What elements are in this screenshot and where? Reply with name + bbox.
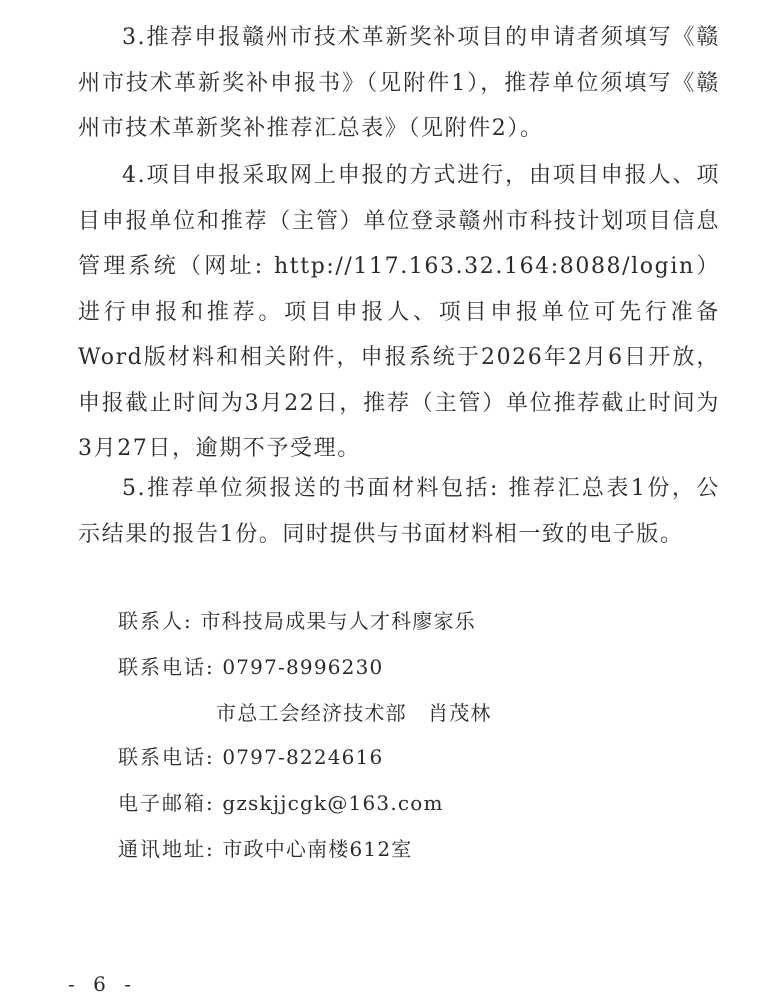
email-label: 电子邮箱: (118, 791, 215, 815)
contact-person-value: 市科技局成果与人才科廖家乐 (200, 609, 476, 633)
phone-value-2: 0797-8224616 (222, 745, 384, 769)
paragraph-item-4: 4.项目申报采取网上申报的方式进行，由项目申报人、项目申报单位和推荐（主管）单位登录赣州市科技计划项目信息管理系统（网址: http://117.163.32.164:8088/login）进行申报和推荐。项目申报人、项目申报单位可先行准备Word版材料和相关附件，申报系统于2026年2月6日开放，申报截止时间为3月22日，推荐（主管）单位推荐截止时间为3月27日，逾期不予受理。 (78, 163, 720, 461)
phone-label-2: 联系电话: (118, 745, 215, 769)
email-line (118, 791, 444, 815)
paragraph-item-5: 5.推荐单位须报送的书面材料包括: 推荐汇总表1份，公示结果的报告1份。同时提供与书面材料相一致的电子版。 (78, 476, 720, 547)
phone-line-1 (118, 655, 383, 679)
second-contact-line: 市总工会经济技术部 肖茂林 (216, 701, 492, 725)
contact-person-label: 联系人: (118, 609, 193, 633)
address-value: 市政中心南楼612室 (222, 837, 413, 861)
phone-label-1: 联系电话: (118, 655, 215, 679)
email-value[interactable]: gzskjjcgk@163.com (222, 791, 444, 815)
contact-person-line (118, 609, 476, 633)
address-line (118, 837, 413, 861)
phone-line-2 (118, 745, 383, 769)
address-label: 通讯地址: (118, 837, 215, 861)
page-number: - 6 - (68, 972, 137, 996)
paragraph-item-3: 3.推荐申报赣州市技术革新奖补项目的申请者须填写《赣州市技术革新奖补申报书》（见附件1），推荐单位须填写《赣州市技术革新奖补推荐汇总表》（见附件2）。 (78, 25, 720, 141)
phone-value-1: 0797-8996230 (222, 655, 384, 679)
